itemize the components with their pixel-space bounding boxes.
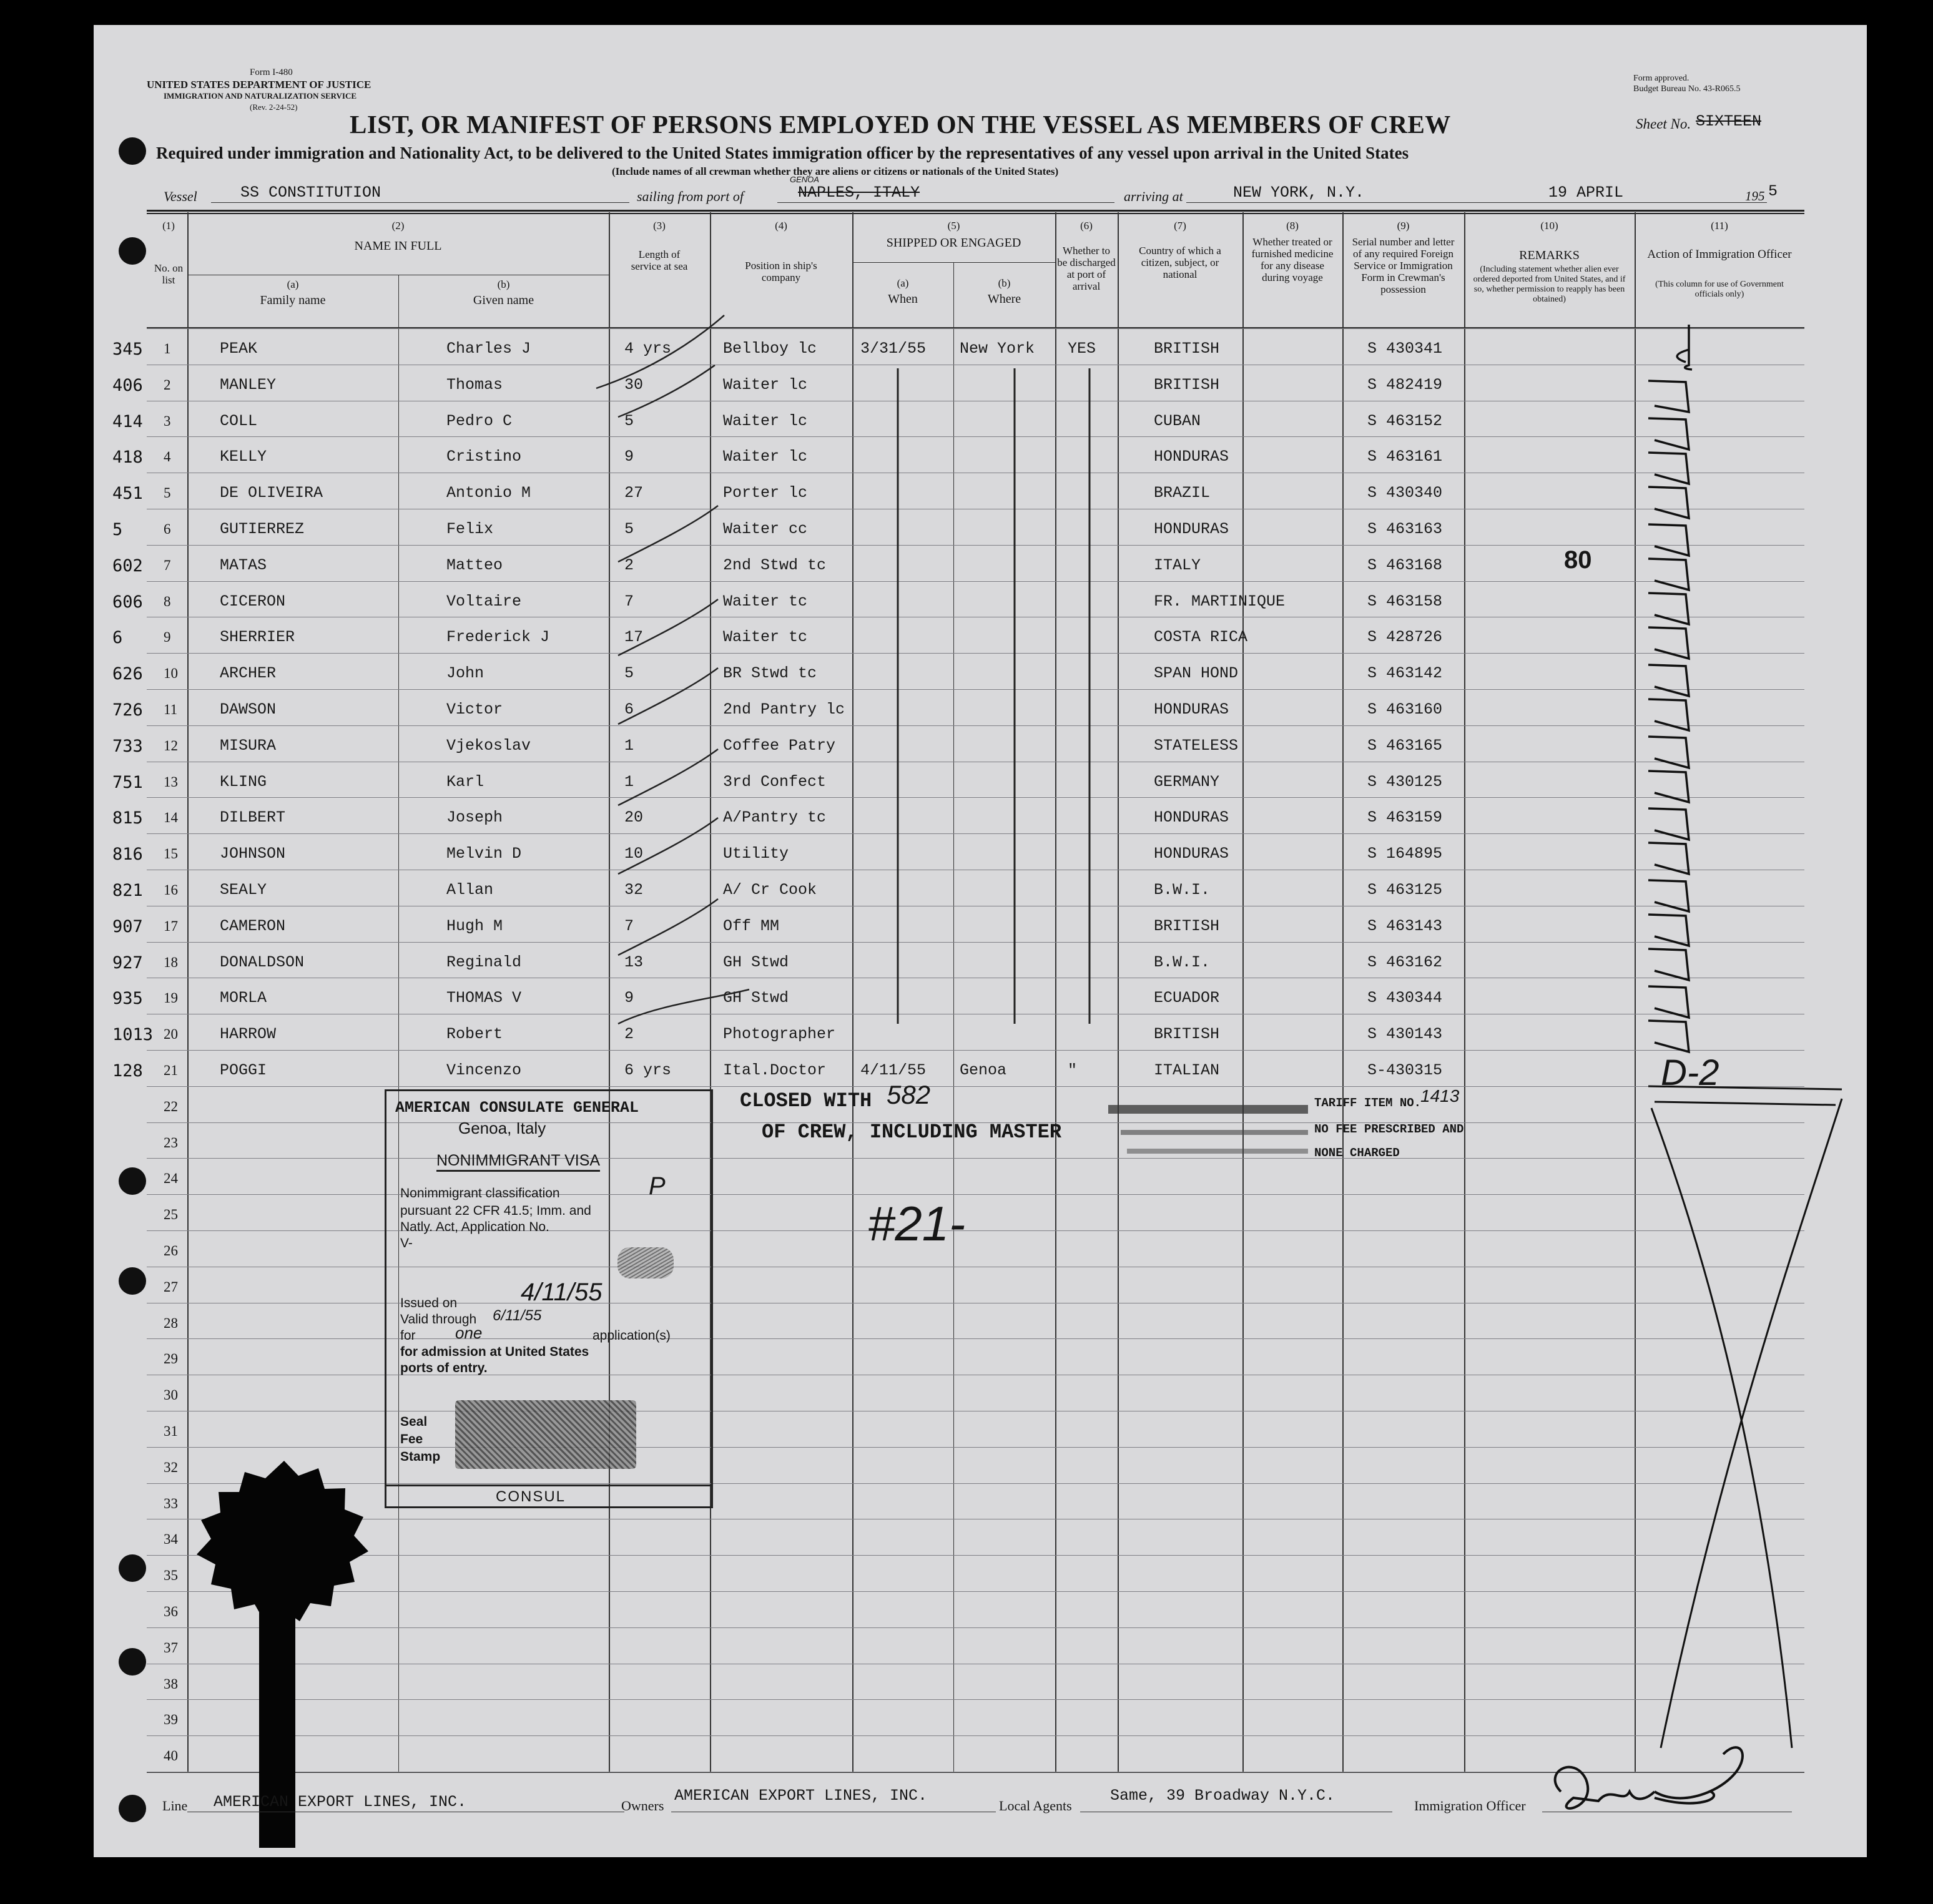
cell-position: Waiter lc [723, 412, 808, 430]
visa-stamp-label: Stamp [400, 1450, 441, 1464]
cell-discharged: " [1068, 1061, 1078, 1079]
cell-given: Antonio M [446, 484, 531, 502]
fee-stamp-line1: TARIFF ITEM NO. [1314, 1096, 1422, 1110]
cell-family: SEALY [220, 881, 267, 899]
remarks-mark: 80 [1564, 546, 1592, 574]
cell-where: New York [960, 340, 1035, 358]
cell-family: SHERRIER [220, 628, 295, 646]
col5b-header: Where [987, 292, 1021, 306]
col11-header: Action of Immigration Officer [1647, 248, 1792, 261]
hand-number: 1013 [112, 1025, 154, 1044]
footer-owners-label: Owners [621, 1798, 664, 1813]
row-number: 36 [164, 1604, 178, 1619]
fee-stamp-line2: NO FEE PRESCRIBED AND [1314, 1122, 1464, 1136]
cell-service: 13 [624, 953, 644, 971]
hand-number: 733 [112, 737, 143, 756]
cell-given: Matteo [446, 556, 503, 574]
col5-header: SHIPPED OR ENGAGED [886, 236, 1021, 250]
cell-family: DONALDSON [220, 953, 305, 971]
row-number: 16 [164, 882, 178, 898]
col3-header: Length of service at sea [631, 248, 688, 272]
seal-icon [197, 1461, 368, 1848]
sheet-label: Sheet No. [1636, 116, 1691, 132]
cell-family: MISURA [220, 737, 277, 755]
cell-serial: S 430143 [1367, 1025, 1443, 1043]
cell-given: THOMAS V [446, 989, 522, 1007]
cell-country: BRITISH [1154, 376, 1220, 394]
service-name: IMMIGRATION AND NATURALIZATION SERVICE [164, 91, 357, 101]
col10-note: (Including statement whether alien ever ordered deported from United States, and if so, whether permission to reapply has been obtained) [1473, 265, 1626, 304]
col4-header: Position in ship's company [745, 260, 817, 283]
cell-family: DILBERT [220, 808, 286, 827]
cell-family: GUTIERREZ [220, 520, 305, 538]
row-number: 27 [164, 1279, 178, 1295]
form-approved: Form approved. [1633, 74, 1690, 83]
vessel-name: SS CONSTITUTION [240, 184, 381, 202]
cell-serial: S 463152 [1367, 412, 1443, 430]
cell-family: HARROW [220, 1025, 277, 1043]
cell-serial: S 430125 [1367, 773, 1443, 791]
cell-serial: S 430340 [1367, 484, 1443, 502]
cell-given: Pedro C [446, 412, 513, 430]
visa-ports: ports of entry. [400, 1361, 488, 1375]
hand-number: 406 [112, 376, 143, 395]
hand-number: 927 [112, 953, 143, 973]
cell-country: HONDURAS [1154, 808, 1229, 827]
cell-where: Genoa [960, 1061, 1007, 1079]
cell-given: Thomas [446, 376, 503, 394]
cell-given: Cristino [446, 448, 522, 466]
row-number: 33 [164, 1496, 178, 1511]
col5a-letter: (a) [897, 277, 909, 289]
hand-number: 907 [112, 917, 143, 936]
cell-serial: S 463143 [1367, 917, 1443, 935]
cell-given: Vjekoslav [446, 737, 531, 755]
cell-country: GERMANY [1154, 773, 1220, 791]
col1-number: (1) [162, 220, 175, 232]
col8-number: (8) [1286, 220, 1299, 232]
col9-number: (9) [1397, 220, 1410, 232]
col6-number: (6) [1080, 220, 1093, 232]
col7-number: (7) [1174, 220, 1186, 232]
cell-service: 1 [624, 737, 634, 755]
cell-given: Allan [446, 881, 494, 899]
cell-position: Coffee Patry [723, 737, 836, 755]
cell-family: KLING [220, 773, 267, 791]
cell-serial: S 430341 [1367, 340, 1443, 358]
cell-country: ITALIAN [1154, 1061, 1220, 1079]
hand-number: 128 [112, 1061, 143, 1081]
visa-classification: P [649, 1172, 666, 1200]
footer-agents-label: Local Agents [999, 1798, 1072, 1813]
fee-stamp-line3: NONE CHARGED [1314, 1146, 1400, 1160]
row-number: 25 [164, 1207, 178, 1222]
cell-position: Waiter lc [723, 448, 808, 466]
row-number: 7 [164, 557, 171, 573]
hand-number: 5 [112, 520, 123, 539]
cell-serial: S 463165 [1367, 737, 1443, 755]
row-number: 30 [164, 1387, 178, 1403]
col2b-letter: (b) [497, 278, 510, 290]
form-revision: (Rev. 2-24-52) [250, 102, 298, 112]
department-name: UNITED STATES DEPARTMENT OF JUSTICE [147, 79, 371, 91]
cell-country: ECUADOR [1154, 989, 1220, 1007]
cell-family: JOHNSON [220, 845, 286, 863]
cell-position: 2nd Pantry lc [723, 700, 845, 719]
year-suffix: 5 [1768, 182, 1778, 200]
col11-note: (This column for use of Government officials only) [1655, 280, 1784, 299]
cell-position: Bellboy lc [723, 340, 817, 358]
cell-service: 27 [624, 484, 644, 502]
row-number: 14 [164, 810, 178, 825]
col5b-letter: (b) [998, 277, 1011, 289]
cell-given: Karl [446, 773, 484, 791]
row-number: 15 [164, 846, 178, 861]
nonimmigrant-visa-stamp [385, 1089, 713, 1508]
cell-position: GH Stwd [723, 989, 789, 1007]
visa-fee-label: Fee [400, 1432, 423, 1446]
cell-country: BRITISH [1154, 1025, 1220, 1043]
cell-position: Off MM [723, 917, 780, 935]
cell-serial: S-430315 [1367, 1061, 1443, 1079]
cell-family: KELLY [220, 448, 267, 466]
visa-natly: Natly. Act, Application No. [400, 1220, 549, 1234]
cell-service: 7 [624, 592, 634, 611]
cell-service: 5 [624, 412, 634, 430]
cell-discharged: YES [1068, 340, 1096, 358]
cell-service: 9 [624, 448, 634, 466]
hand-number: 821 [112, 881, 143, 900]
row-number: 12 [164, 738, 178, 753]
col8-header: Whether treated or furnished medicine for any disease during voyage [1251, 236, 1334, 283]
cell-when: 4/11/55 [860, 1061, 927, 1079]
col2a-letter: (a) [287, 278, 299, 290]
form-subtitle: Required under immigration and Nationality Act, to be delivered to the United States immigration officer by the representatives of any vessel upon arrival in the United States [156, 144, 1409, 162]
cell-service: 6 [624, 700, 634, 719]
footer-officer-label: Immigration Officer [1414, 1798, 1526, 1813]
officer-mark-last: D-2 [1661, 1053, 1719, 1093]
row-number: 18 [164, 954, 178, 970]
seal-smudge-icon [617, 1247, 674, 1278]
page-title: LIST, OR MANIFEST OF PERSONS EMPLOYED ON THE VESSEL AS MEMBERS OF CREW [350, 110, 1451, 139]
visa-for-value: one [455, 1323, 483, 1342]
cell-country: BRAZIL [1154, 484, 1211, 502]
row-number: 1 [164, 341, 171, 356]
cell-country: HONDURAS [1154, 700, 1229, 719]
cell-serial: S 430344 [1367, 989, 1443, 1007]
row-number: 39 [164, 1712, 178, 1727]
closed-count: 582 [887, 1080, 931, 1109]
cell-position: A/ Cr Cook [723, 881, 817, 899]
cell-serial: S 463168 [1367, 556, 1443, 574]
cell-service: 17 [624, 628, 644, 646]
cell-service: 2 [624, 1025, 634, 1043]
hand-number: 418 [112, 448, 143, 467]
cell-service: 4 yrs [624, 340, 672, 358]
col2-header: NAME IN FULL [354, 239, 442, 253]
sailing-port: NAPLES, ITALY [798, 184, 920, 202]
cell-service: 10 [624, 845, 644, 863]
visa-seal-label: Seal [400, 1415, 428, 1429]
revenue-stamp-icon [455, 1400, 636, 1469]
cell-country: ITALY [1154, 556, 1201, 574]
sheet-value: SIXTEEN [1696, 112, 1762, 130]
cell-given: Robert [446, 1025, 503, 1043]
hand-number: 726 [112, 700, 143, 720]
footer-line-label: Line [162, 1798, 188, 1813]
cell-service: 7 [624, 917, 634, 935]
col9-header: Serial number and letter of any required Foreign Service or Immigration Form in Crewman's possession [1352, 236, 1455, 295]
footer-line-value: AMERICAN EXPORT LINES, INC. [214, 1793, 467, 1811]
cell-family: MORLA [220, 989, 267, 1007]
cell-country: BRITISH [1154, 340, 1220, 358]
sailing-port-handwritten: GENOA [790, 175, 819, 184]
visa-admission: for admission at United States [400, 1345, 589, 1359]
cell-serial: S 463162 [1367, 953, 1443, 971]
cell-country: COSTA RICA [1154, 628, 1248, 646]
cell-country: FR. MARTINIQUE [1154, 592, 1286, 611]
row-number: 3 [164, 413, 171, 429]
col2a-header: Family name [260, 293, 326, 307]
cell-given: Victor [446, 700, 503, 719]
cell-service: 30 [624, 376, 644, 394]
row-number: 13 [164, 774, 178, 790]
cell-country: STATELESS [1154, 737, 1239, 755]
vessel-label: Vessel [164, 189, 197, 204]
cell-family: MANLEY [220, 376, 277, 394]
cell-country: HONDURAS [1154, 845, 1229, 863]
cell-service: 6 yrs [624, 1061, 672, 1079]
row-number: 8 [164, 594, 171, 609]
cell-position: Waiter tc [723, 628, 808, 646]
row-number: 28 [164, 1315, 178, 1331]
row-number: 11 [164, 702, 178, 717]
cell-country: CUBAN [1154, 412, 1201, 430]
cell-when: 3/31/55 [860, 340, 927, 358]
cell-service: 32 [624, 881, 644, 899]
hand-number: 414 [112, 412, 143, 431]
cell-given: Hugh M [446, 917, 503, 935]
cell-serial: S 463163 [1367, 520, 1443, 538]
visa-kind: NONIMMIGRANT VISA [436, 1152, 600, 1172]
col7-header: Country of which a citizen, subject, or national [1139, 245, 1221, 280]
cell-country: HONDURAS [1154, 448, 1229, 466]
row-number: 5 [164, 485, 171, 501]
cell-position: Porter lc [723, 484, 808, 502]
cell-family: DE OLIVEIRA [220, 484, 323, 502]
row-number: 26 [164, 1243, 178, 1259]
visa-valid-date: 6/11/55 [493, 1307, 542, 1324]
cell-given: Joseph [446, 808, 503, 827]
cell-given: Reginald [446, 953, 522, 971]
row-number: 24 [164, 1170, 178, 1186]
row-number: 20 [164, 1026, 178, 1042]
row-number: 2 [164, 377, 171, 393]
col3-number: (3) [653, 220, 666, 232]
cell-serial: S 428726 [1367, 628, 1443, 646]
cell-given: Voltaire [446, 592, 522, 611]
hand-number: 815 [112, 808, 143, 828]
cell-country: B.W.I. [1154, 881, 1211, 899]
cell-position: Waiter tc [723, 592, 808, 611]
row-number: 6 [164, 521, 171, 537]
hand-total: #21- [868, 1196, 966, 1251]
cell-serial: S 463159 [1367, 808, 1443, 827]
visa-classification-label: Nonimmigrant classification [400, 1186, 560, 1200]
row-number: 9 [164, 629, 171, 645]
arrival-date: 19 APRIL [1548, 184, 1624, 202]
cell-position: 2nd Stwd tc [723, 556, 827, 574]
cell-position: Waiter cc [723, 520, 808, 538]
cell-position: GH Stwd [723, 953, 789, 971]
row-number: 19 [164, 990, 178, 1006]
form-note: (Include names of all crewman whether they are aliens or citizens or nationals of the United States) [612, 165, 1059, 177]
cell-family: ARCHER [220, 664, 277, 682]
col10-number: (10) [1540, 220, 1558, 232]
col6-header: Whether to be discharged at port of arrival [1057, 245, 1116, 292]
visa-consul: CONSUL [496, 1488, 566, 1505]
row-number: 10 [164, 665, 178, 681]
cell-service: 5 [624, 664, 634, 682]
hand-number: 606 [112, 592, 143, 612]
cell-country: B.W.I. [1154, 953, 1211, 971]
cell-service: 9 [624, 989, 634, 1007]
row-number: 29 [164, 1351, 178, 1367]
hand-number: 751 [112, 773, 143, 792]
cell-family: COLL [220, 412, 258, 430]
col1-header: No. on list [154, 262, 184, 286]
arriving-label: arriving at [1124, 189, 1183, 204]
cell-position: A/Pantry tc [723, 808, 827, 827]
cell-given: John [446, 664, 484, 682]
cell-position: Ital.Doctor [723, 1061, 827, 1079]
cell-serial: S 463161 [1367, 448, 1443, 466]
col2b-header: Given name [473, 293, 534, 307]
cell-serial: S 482419 [1367, 376, 1443, 394]
cell-country: SPAN HOND [1154, 664, 1239, 682]
visa-issued-date: 4/11/55 [521, 1278, 603, 1306]
sailing-label: sailing from port of [637, 189, 744, 204]
closed-line-1: CLOSED WITH [740, 1089, 872, 1112]
col5-number: (5) [947, 220, 960, 232]
col11-number: (11) [1711, 220, 1728, 232]
fee-stamp [1108, 1086, 1514, 1167]
visa-applications: application(s) [593, 1328, 671, 1343]
cell-given: Felix [446, 520, 494, 538]
footer-agents-value: Same, 39 Broadway N.Y.C. [1110, 1787, 1335, 1805]
hand-number: 451 [112, 484, 143, 503]
row-number: 35 [164, 1568, 178, 1583]
cell-given: Melvin D [446, 845, 522, 863]
row-number: 31 [164, 1423, 178, 1439]
col10-header: REMARKS [1519, 248, 1580, 262]
cell-family: PEAK [220, 340, 258, 358]
cell-service: 1 [624, 773, 634, 791]
col4-number: (4) [775, 220, 787, 232]
row-number: 37 [164, 1640, 178, 1656]
cell-service: 5 [624, 520, 634, 538]
cell-family: DAWSON [220, 700, 277, 719]
row-number: 4 [164, 449, 171, 464]
cell-serial: S 463160 [1367, 700, 1443, 719]
row-number: 34 [164, 1531, 178, 1547]
hand-number: 816 [112, 845, 143, 864]
row-number: 22 [164, 1099, 178, 1114]
cell-given: Vincenzo [446, 1061, 522, 1079]
cell-serial: S 164895 [1367, 845, 1443, 863]
cell-given: Charles J [446, 340, 531, 358]
col2-number: (2) [391, 220, 405, 232]
cell-serial: S 463125 [1367, 881, 1443, 899]
hand-number: 602 [112, 556, 143, 576]
footer-owners-value: AMERICAN EXPORT LINES, INC. [674, 1787, 928, 1805]
year-prefix: 195 [1745, 189, 1765, 204]
cell-family: CICERON [220, 592, 286, 611]
hand-number: 935 [112, 989, 143, 1008]
cell-position: Waiter lc [723, 376, 808, 394]
form-number: Form I-480 [250, 67, 293, 77]
closed-line-2: OF CREW, INCLUDING MASTER [762, 1121, 1062, 1144]
cell-family: POGGI [220, 1061, 267, 1079]
row-number: 21 [164, 1062, 178, 1078]
hand-number: 6 [112, 628, 123, 647]
arriving-port: NEW YORK, N.Y. [1233, 184, 1365, 202]
cell-position: Photographer [723, 1025, 836, 1043]
visa-title: AMERICAN CONSULATE GENERAL [395, 1099, 639, 1117]
cell-serial: S 463158 [1367, 592, 1443, 611]
cell-country: BRITISH [1154, 917, 1220, 935]
cell-country: HONDURAS [1154, 520, 1229, 538]
cell-position: 3rd Confect [723, 773, 827, 791]
cell-given: Frederick J [446, 628, 550, 646]
col5a-header: When [888, 292, 918, 306]
row-number: 17 [164, 918, 178, 934]
visa-pursuant: pursuant 22 CFR 41.5; Imm. and [400, 1204, 591, 1218]
visa-issued-label: Issued on [400, 1296, 458, 1310]
hand-number: 626 [112, 664, 143, 684]
cell-service: 20 [624, 808, 644, 827]
row-number: 23 [164, 1135, 178, 1151]
row-number: 38 [164, 1676, 178, 1692]
fee-stamp-item: 1413 [1420, 1086, 1460, 1106]
cell-family: CAMERON [220, 917, 286, 935]
visa-valid-label: Valid through [400, 1312, 477, 1327]
cell-position: Utility [723, 845, 789, 863]
visa-v: V- [400, 1236, 413, 1250]
row-number: 32 [164, 1460, 178, 1475]
cell-position: BR Stwd tc [723, 664, 817, 682]
cell-family: MATAS [220, 556, 267, 574]
visa-city: Genoa, Italy [458, 1119, 546, 1137]
cell-serial: S 463142 [1367, 664, 1443, 682]
cell-service: 2 [624, 556, 634, 574]
visa-for-label: for [400, 1328, 416, 1343]
hand-number: 345 [112, 340, 143, 359]
budget-bureau: Budget Bureau No. 43-R065.5 [1633, 84, 1741, 94]
row-number: 40 [164, 1748, 178, 1764]
